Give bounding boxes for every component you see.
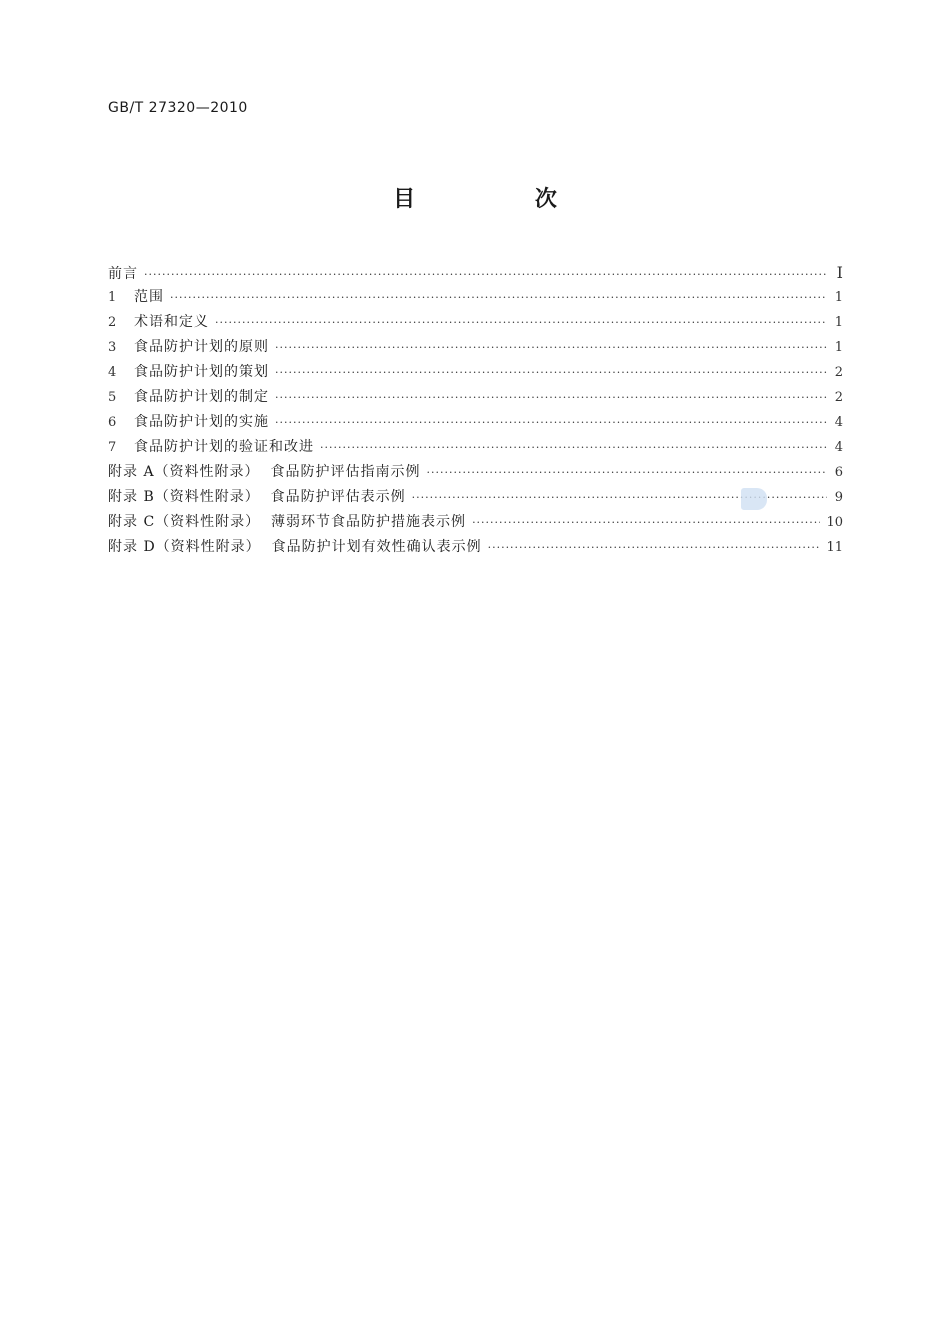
toc-entry-page: 11 — [826, 540, 843, 555]
toc-entry-label: 食品防护计划的策划 — [134, 364, 269, 380]
toc-entry-page: 2 — [834, 365, 843, 380]
toc-entry-2[interactable] — [108, 310, 843, 335]
toc-entry-label: 附录 C（资料性附录） 薄弱环节食品防护措施表示例 — [108, 514, 467, 530]
toc-entry-foreword[interactable] — [108, 260, 843, 285]
toc-entry-page: 6 — [834, 465, 843, 480]
toc-entry-label: 前言 — [108, 266, 138, 282]
toc-entry-number: 2 — [108, 315, 118, 330]
toc-entry-number: 5 — [108, 390, 118, 405]
toc-entry-label: 食品防护计划的实施 — [134, 414, 269, 430]
toc-entry-label: 范围 — [134, 289, 164, 305]
toc-entry-number: 6 — [108, 415, 118, 430]
toc-entry-5[interactable] — [108, 385, 843, 410]
toc-entry-appendix-b[interactable] — [108, 485, 843, 510]
toc-leader-dots — [320, 435, 827, 460]
toc-entry-page: Ⅰ — [836, 263, 843, 282]
toc-entry-label: 附录 D（资料性附录） 食品防护计划有效性确认表示例 — [108, 539, 482, 555]
toc-entry-heading — [108, 435, 314, 460]
toc-leader-dots — [472, 510, 820, 535]
toc-entry-heading — [108, 360, 269, 385]
toc-entry-appendix-d[interactable] — [108, 535, 843, 560]
toc-leader-dots — [215, 310, 827, 335]
toc-leader-dots — [275, 335, 827, 360]
toc-entry-page: 10 — [826, 515, 843, 530]
toc-entry-heading — [108, 310, 209, 335]
toc-entry-heading — [108, 410, 269, 435]
toc-entry-page: 4 — [834, 415, 843, 430]
toc-entry-label: 附录 B（资料性附录） 食品防护评估表示例 — [108, 489, 406, 505]
toc-entry-heading — [108, 285, 164, 310]
toc-leader-dots — [144, 262, 827, 287]
toc-entry-page: 1 — [834, 315, 843, 330]
toc-entry-3[interactable] — [108, 335, 843, 360]
toc-entry-page: 4 — [834, 440, 843, 455]
watermark-logo-icon — [741, 488, 767, 510]
toc-entry-number: 1 — [108, 290, 118, 305]
toc-entry-4[interactable] — [108, 360, 843, 385]
toc-entry-page: 2 — [834, 390, 843, 405]
toc-leader-dots — [275, 360, 827, 385]
toc-entry-number: 7 — [108, 440, 118, 455]
toc-entry-heading — [108, 385, 269, 410]
toc-leader-dots — [426, 460, 827, 485]
toc-entry-7[interactable] — [108, 435, 843, 460]
toc-entry-label: 食品防护计划的原则 — [134, 339, 269, 355]
toc-entry-page: 1 — [834, 340, 843, 355]
toc-entry-number: 4 — [108, 365, 118, 380]
standard-code: GB/T 27320—2010 — [108, 100, 248, 116]
toc-entry-1[interactable] — [108, 285, 843, 310]
toc-entry-appendix-a[interactable] — [108, 460, 843, 485]
toc-entry-label: 术语和定义 — [134, 314, 209, 330]
toc-entry-page: 1 — [834, 290, 843, 305]
toc-entry-heading — [108, 335, 269, 360]
toc-entry-label: 食品防护计划的制定 — [134, 389, 269, 405]
page-title: 目 次 — [393, 187, 613, 212]
toc-leader-dots — [488, 535, 821, 560]
toc-entry-label: 食品防护计划的验证和改进 — [134, 439, 314, 455]
toc-entry-label: 附录 A（资料性附录） 食品防护评估指南示例 — [108, 464, 421, 480]
toc-leader-dots — [275, 385, 827, 410]
table-of-contents — [108, 260, 843, 560]
toc-leader-dots — [170, 285, 827, 310]
toc-entry-number: 3 — [108, 340, 118, 355]
toc-entry-page: 9 — [834, 490, 843, 505]
toc-entry-6[interactable] — [108, 410, 843, 435]
toc-entry-appendix-c[interactable] — [108, 510, 843, 535]
toc-leader-dots — [275, 410, 827, 435]
